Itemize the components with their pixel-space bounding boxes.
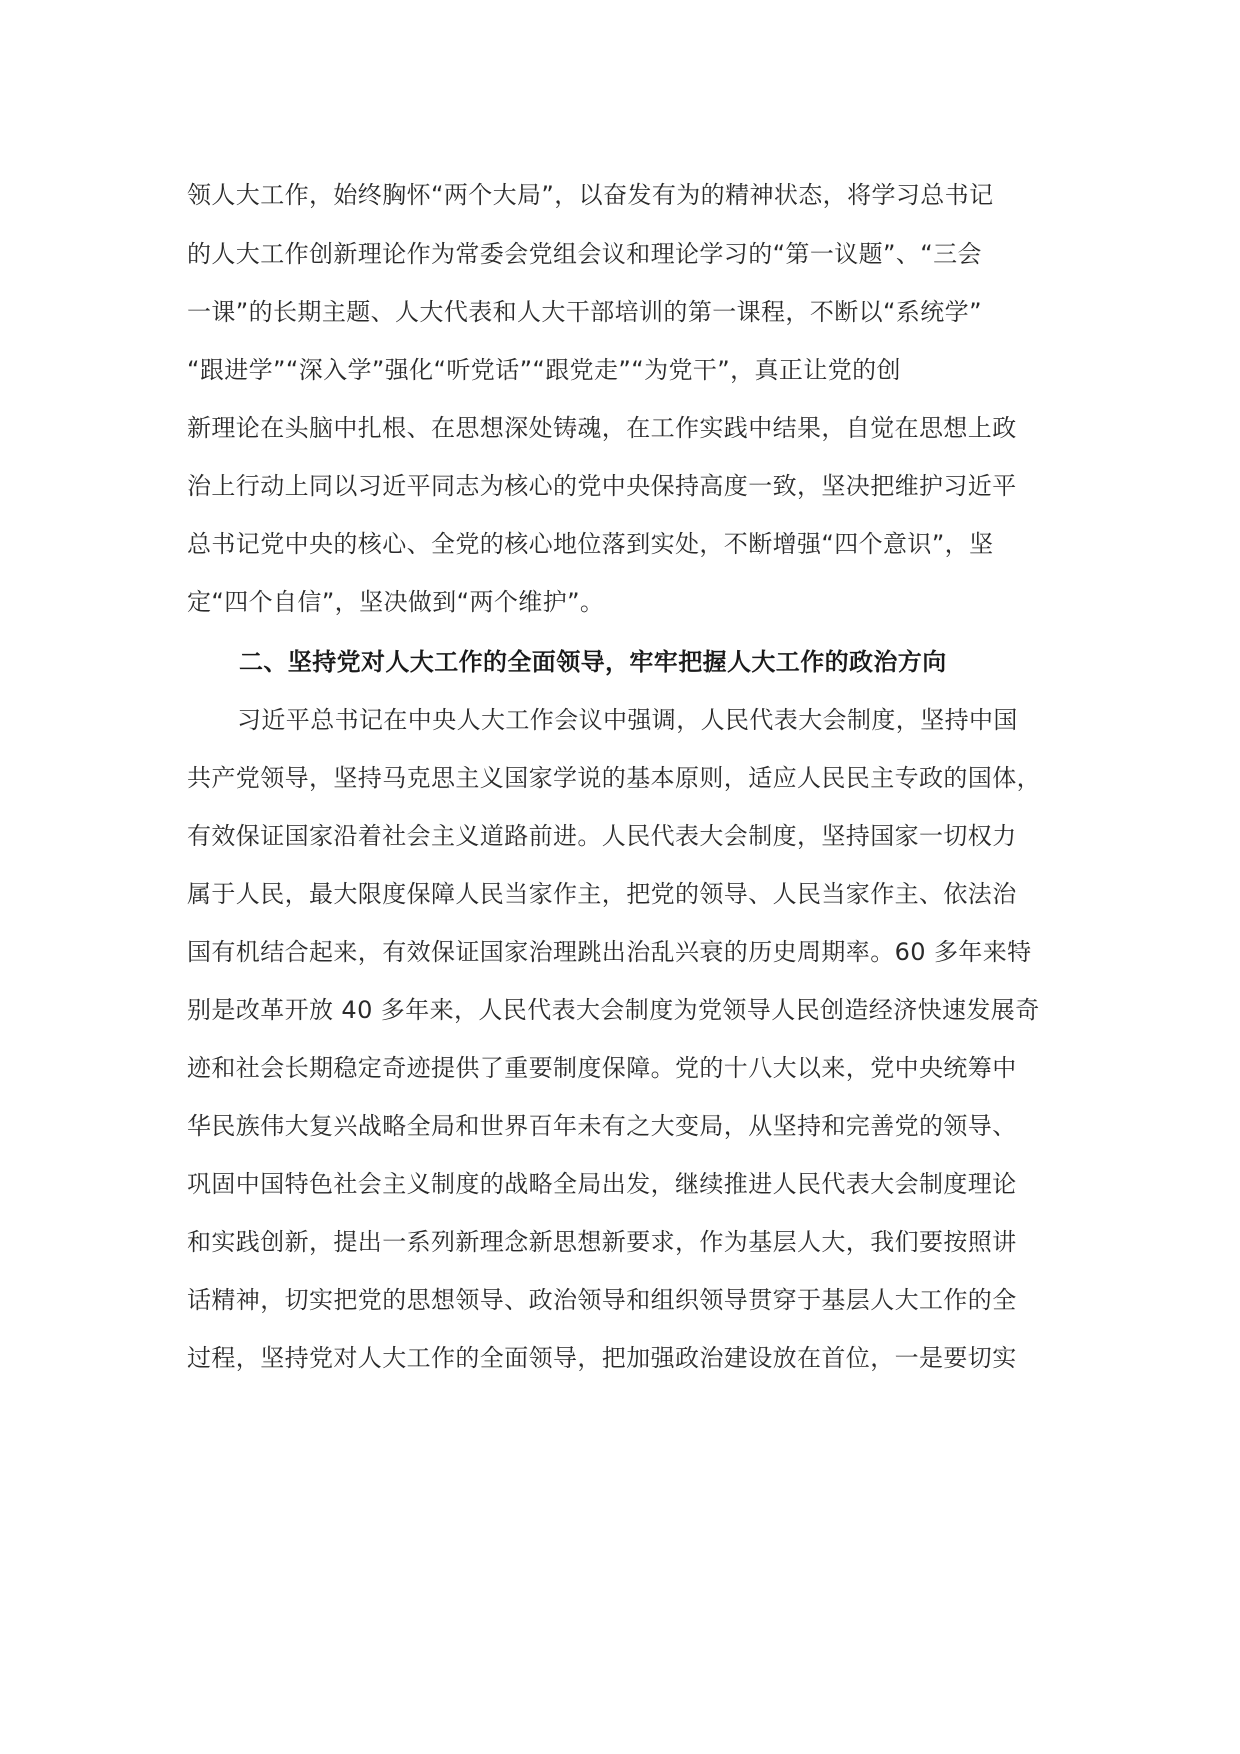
paragraph-2-line-10: 和实践创新，提出一系列新理念新思想新要求，作为基层人大，我们要按照讲 [187, 1228, 1017, 1256]
paragraph-2-line-7: 迹和社会长期稳定奇迹提供了重要制度保障。党的十八大以来，党中央统筹中 [187, 1054, 1017, 1082]
paragraph-2-line-2: 共产党领导，坚持马克思主义国家学说的基本原则，适应人民民主专政的国体， [187, 764, 1041, 792]
paragraph-1-line-6: 治上行动上同以习近平同志为核心的党中央保持高度一致，坚决把维护习近平 [187, 472, 1017, 500]
paragraph-1-line-4: “跟进学”“深入学”强化“听党话”“跟党走”“为党干”，真正让党的创 [187, 356, 901, 384]
paragraph-1-line-7: 总书记党中央的核心、全党的核心地位落到实处，不断增强“四个意识”，坚 [187, 530, 994, 558]
paragraph-2-line-8: 华民族伟大复兴战略全局和世界百年未有之大变局，从坚持和完善党的领导、 [187, 1112, 1017, 1140]
paragraph-1-line-3: 一课”的长期主题、人大代表和人大干部培训的第一课程，不断以“系统学” [187, 298, 982, 326]
paragraph-2-line-5: 国有机结合起来，有效保证国家治理跳出治乱兴衰的历史周期率。60 多年来特 [187, 938, 1032, 966]
paragraph-2-line-6: 别是改革开放 40 多年来，人民代表大会制度为党领导人民创造经济快速发展奇 [187, 996, 1040, 1024]
paragraph-1-line-1: 领人大工作，始终胸怀“两个大局”，以奋发有为的精神状态，将学习总书记 [187, 181, 994, 209]
paragraph-2-line-11: 话精神，切实把党的思想领导、政治领导和组织领导贯穿于基层人大工作的全 [187, 1286, 1017, 1314]
paragraph-1-line-8: 定“四个自信”，坚决做到“两个维护”。 [187, 588, 605, 616]
paragraph-2-line-3: 有效保证国家沿着社会主义道路前进。人民代表大会制度，坚持国家一切权力 [187, 822, 1017, 850]
paragraph-2-line-1: 习近平总书记在中央人大工作会议中强调，人民代表大会制度，坚持中国 [237, 706, 1018, 734]
paragraph-2-line-12: 过程，坚持党对人大工作的全面领导，把加强政治建设放在首位，一是要切实 [187, 1344, 1017, 1372]
paragraph-1-line-5: 新理论在头脑中扎根、在思想深处铸魂，在工作实践中结果，自觉在思想上政 [187, 414, 1017, 442]
paragraph-2-line-4: 属于人民，最大限度保障人民当家作主，把党的领导、人民当家作主、依法治 [187, 880, 1017, 908]
section-heading: 二、坚持党对人大工作的全面领导，牢牢把握人大工作的政治方向 [239, 648, 947, 676]
paragraph-2-line-9: 巩固中国特色社会主义制度的战略全局出发，继续推进人民代表大会制度理论 [187, 1170, 1017, 1198]
paragraph-1-line-2: 的人大工作创新理论作为常委会党组会议和理论学习的“第一议题”、“三会 [187, 240, 982, 268]
